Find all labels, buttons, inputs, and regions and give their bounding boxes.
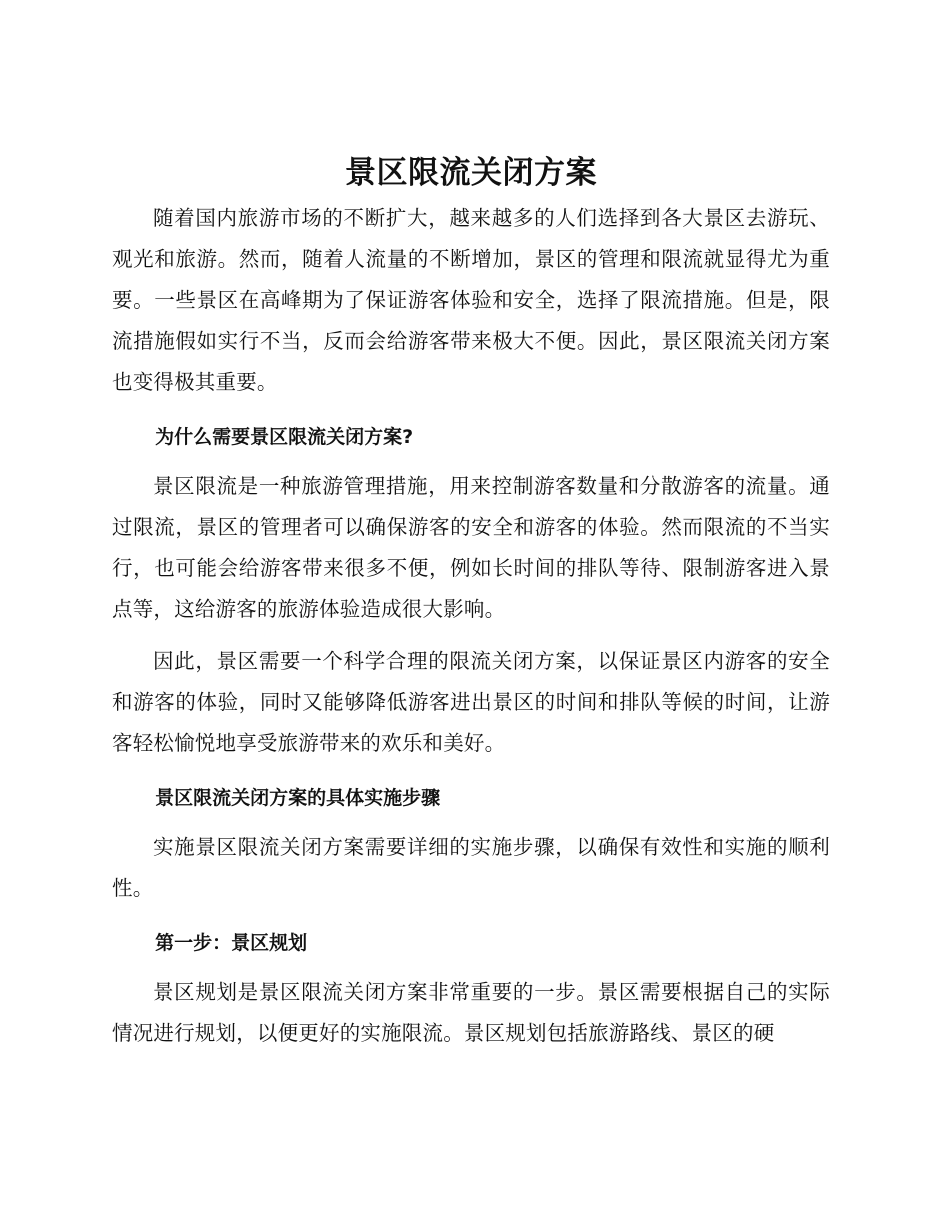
document-body <box>112 150 830 1065</box>
why-paragraph-1: 景区限流是一种旅游管理措施，用来控制游客数量和分散游客的流量。通过限流，景区的管理者可以确保游客的安全和游客的体验。然而限流的不当实行，也可能会给游客带来很多不便，例如长时间的排队等待、限制游客进入景点等，这给游客的旅游体验造成很大影响。 <box>112 474 830 621</box>
steps-intro-paragraph: 实施景区限流关闭方案需要详细的实施步骤，以确保有效性和实施的顺利性。 <box>112 835 830 900</box>
section-heading-step1: 第一步：景区规划 <box>155 932 308 954</box>
document-title: 景区限流关闭方案 <box>345 155 597 191</box>
section-heading-why: 为什么需要景区限流关闭方案? <box>155 426 414 448</box>
step1-paragraph: 景区规划是景区限流关闭方案非常重要的一步。景区需要根据自己的实际情况进行规划，以便更好的实施限流。景区规划包括旅游路线、景区的硬 <box>112 980 830 1045</box>
intro-paragraph: 随着国内旅游市场的不断扩大，越来越多的人们选择到各大景区去游玩、观光和旅游。然而，随着人流量的不断增加，景区的管理和限流就显得尤为重要。一些景区在高峰期为了保证游客体验和安全，选择了限流措施。但是，限流措施假如实行不当，反而会给游客带来极大不便。因此，景区限流关闭方案也变得极其重要。 <box>112 206 830 394</box>
section-heading-steps: 景区限流关闭方案的具体实施步骤 <box>155 787 441 809</box>
why-paragraph-2: 因此，景区需要一个科学合理的限流关闭方案，以保证景区内游客的安全和游客的体验，同时又能够降低游客进出景区的时间和排队等候的时间，让游客轻松愉悦地享受旅游带来的欢乐和美好。 <box>112 649 830 755</box>
